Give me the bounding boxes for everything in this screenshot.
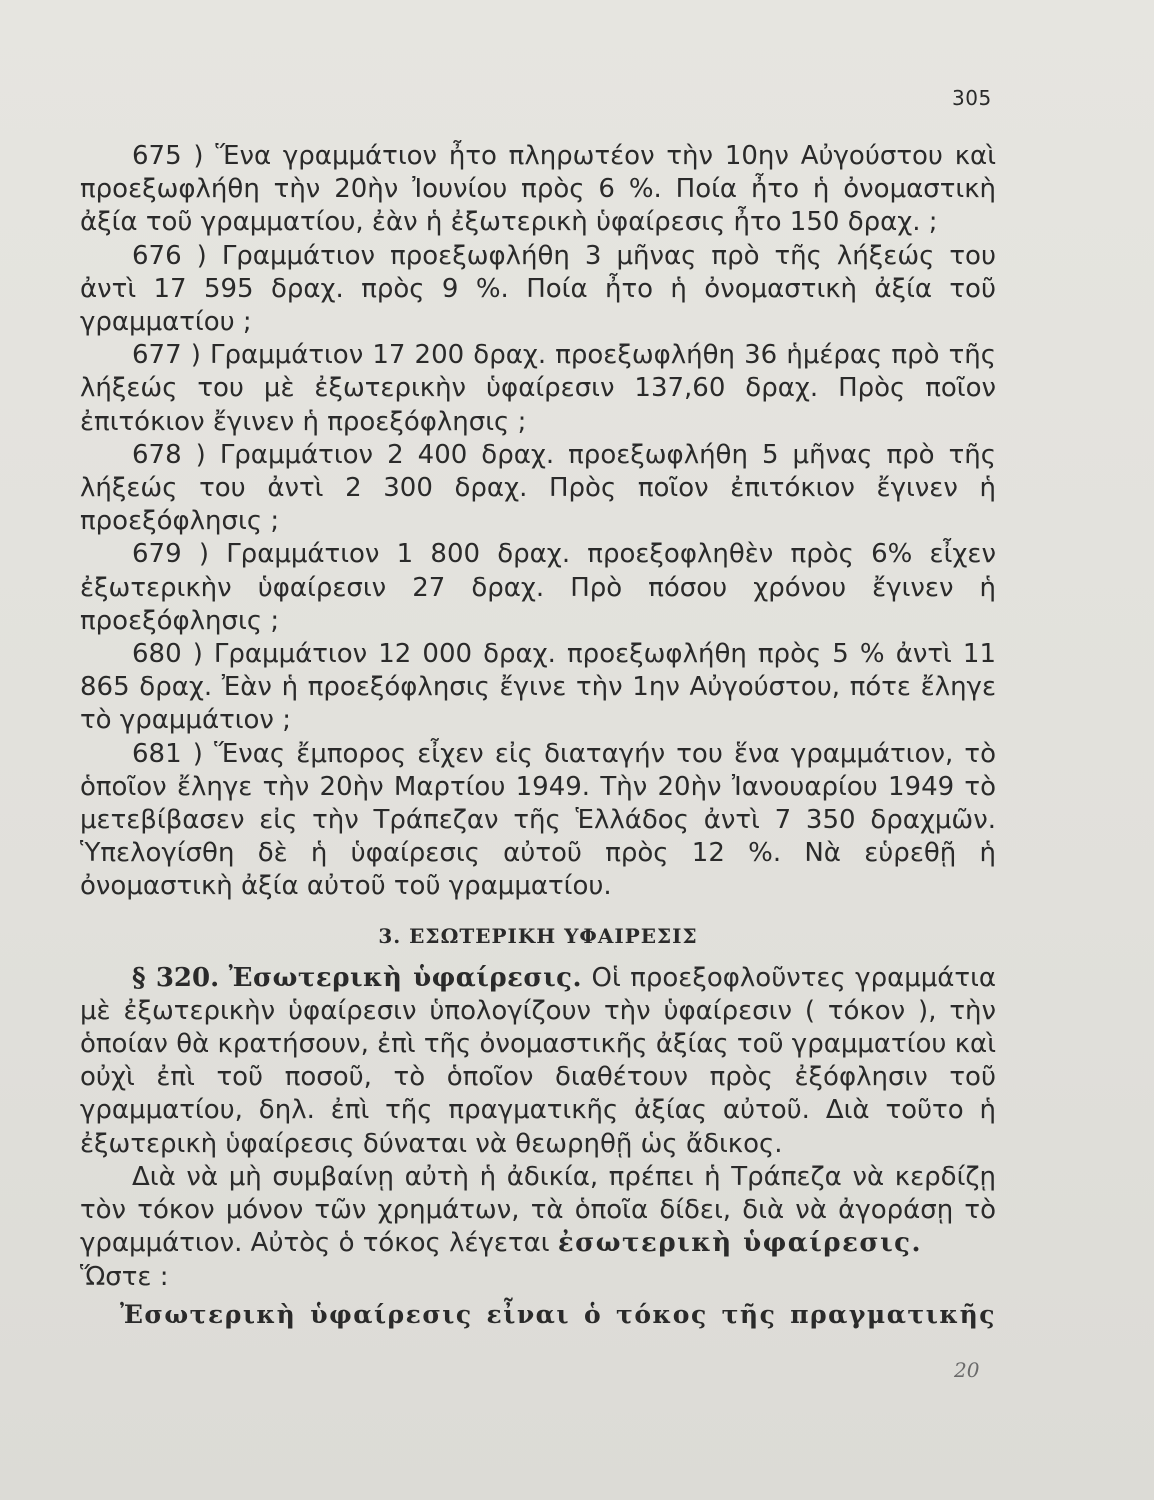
problem-678: 678 ) Γραμμάτιον 2 400 δραχ. προεξωφλήθη 5 μῆνας πρὸ τῆς λήξεώς του ἀντὶ 2 300 δραχ. Πρὸς ποῖον ἐπιτόκιον ἔγινεν ἡ προεξόφλησις ; [80,439,996,537]
problem-680: 680 ) Γραμμάτιον 12 000 δραχ. προεξωφλήθη πρὸς 5 % ἀντὶ 11 865 δραχ. Ἐὰν ἡ προεξόφλησις ἔγινε τὴν 1ην Αὐγούστου, πότε ἔληγε τὸ γραμμάτιον ; [80,639,996,736]
section-heading: 3. ΕΣΩΤΕΡΙΚΗ ΥΦΑΙΡΕΣΙΣ [378,923,698,948]
section-title: Ἐσωτερικὴ ὑφαίρεσις. [228,962,583,993]
problem-677: 677 ) Γραμμάτιον 17 200 δραχ. προεξωφλήθη 36 ἡμέρας πρὸ τῆς λήξεώς του μὲ ἐξωτερικὴν ὑφαίρεσιν 137,60 δραχ. Πρὸς ποῖον ἐπιτόκιον ἔγινεν ἡ προεξόφλησις ; [80,340,996,437]
paragraph-definition-intro [80,1161,996,1261]
page-number: 305 [952,86,992,110]
page-body [80,140,996,1332]
emphasized-term: ἐσωτερικὴ ὑφαίρεσις. [557,1228,923,1259]
printer-signature-mark: 20 [954,1358,980,1382]
paragraph-hence: Ὥστε : [80,1261,169,1292]
section-paragraph-body: Οἱ προεξοφλοῦντες γραμμάτια μὲ ἐξωτερικὴν ὑφαίρεσιν ὑπολογίζουν τὴν ὑφαίρεσιν ( τόκον ), τὴν ὁποίαν θὰ κρατήσουν, ἐπὶ τῆς ὀνομαστικῆς ἀξίας τοῦ γραμματίου καὶ οὐχὶ ἐπὶ τοῦ ποσοῦ, τὸ ὁποῖον διαθέτουν πρὸς ἐξόφλησιν τοῦ γραμματίου, δηλ. ἐπὶ τῆς πραγματικῆς ἀξίας αὐτοῦ. Διὰ τοῦτο ἡ ἐξωτερικὴ ὑφαίρεσις δύναται νὰ θεωρηθῇ ὡς ἄδικος. [80,962,997,1159]
problem-675: 675 ) Ἕνα γραμμάτιον ἦτο πληρωτέον τὴν 10ην Αὐγούστου καὶ προεξωφλήθη τὴν 20ὴν Ἰουνίου πρὸς 6 %. Ποία ἦτο ἡ ὀνομαστικὴ ἀξία τοῦ γραμματίου, ἐὰν ἡ ἐξωτερικὴ ὑφαίρεσις ἦτο 150 δραχ. ; [80,141,996,238]
problem-676: 676 ) Γραμμάτιον προεξωφλήθη 3 μῆνας πρὸ τῆς λήξεώς του ἀντὶ 17 595 δραχ. πρὸς 9 %. Ποία ἦτο ἡ ὀνομαστικὴ ἀξία τοῦ γραμματίου ; [80,240,996,338]
section-number: § 320. [132,962,220,993]
problem-679: 679 ) Γραμμάτιον 1 800 δραχ. προεξοφληθὲν πρὸς 6% εἶχεν ἐξωτερικὴν ὑφαίρεσιν 27 δραχ. Πρὸ πόσου χρόνου ἔγινεν ἡ προεξόφλησις ; [80,539,996,636]
definition-statement: Ἐσωτερικὴ ὑφαίρεσις εἶναι ὁ τόκος τῆς πραγματικῆς [120,1299,996,1329]
paragraph-body: Διὰ νὰ μὴ συμβαίνῃ αὐτὴ ἡ ἀδικία, πρέπει ἡ Τράπεζα νὰ κερδίζῃ τὸν τόκον μόνον τῶν χρημάτων, τὰ ὁποῖα δίδει, διὰ νὰ ἀγοράσῃ τὸ γραμμάτιον. Αὐτὸς ὁ τόκος λέγεται [80,1161,996,1259]
problem-681: 681 ) Ἕνας ἔμπορος εἶχεν εἰς διαταγήν του ἕνα γραμμάτιον, τὸ ὁποῖον ἔληγε τὴν 20ὴν Μαρτίου 1949. Τὴν 20ὴν Ἰανουαρίου 1949 τὸ μετεβίβασεν εἰς τὴν Τράπεζαν τῆς Ἑλλάδος ἀντὶ 7 350 δραχμῶν. Ὑπελογίσθη δὲ ἡ ὑφαίρεσις αὐτοῦ πρὸς 12 %. Νὰ εὑρεθῇ ἡ ὀνομαστικὴ ἀξία αὐτοῦ τοῦ γραμματίου. [80,738,996,902]
section-320-paragraph [80,962,996,1161]
